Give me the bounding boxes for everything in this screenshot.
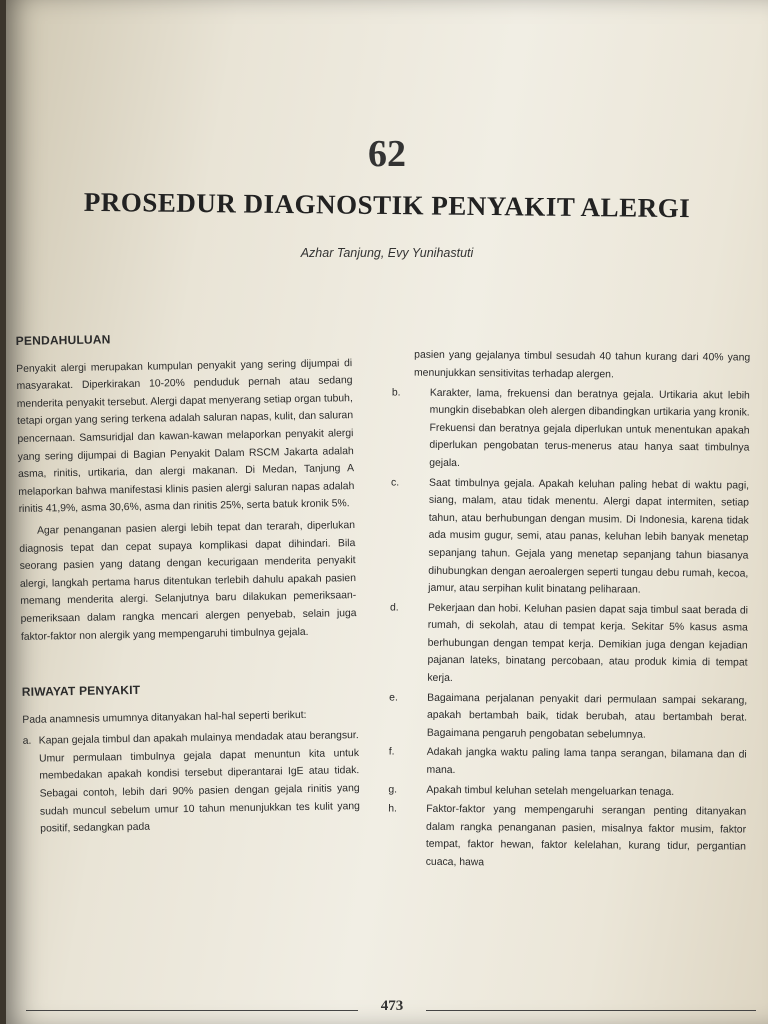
list-item-text: Saat timbulnya gejala. Apakah keluhan paling hebat di waktu pagi, siang, malam, atau tidak menentu. Alergi dapat intermiten, setiap tahun, atau berhubungan dengan musim. Di Indonesia, karena tidak ada musim gugur, semi, atau panas, keluhan lebih banyak menetap sepanjang tahun. Gejala yang menetap sepanjang tahun biasanya dihubungkan dengan aeroalergen seperti tungau debu rumah, kecoa, jamur, atau serpihan kulit binatang peliharaan. bbox=[428, 477, 750, 596]
list-item bbox=[23, 727, 361, 838]
history-list-continued bbox=[386, 384, 750, 874]
list-item-text: Kapan gejala timbul dan apakah mulainya mendadak atau berangsur. Umur permulaan timbulnya gejala dapat menuntun kita untuk membedakan apakah kondisi tersebut diperantarai IgE atau tidak. Sebagai contoh, lebih dari 90% pasien dengan gejala rinitis yang sudah muncul sebelum umur 10 tahun menunjukkan tes kulit yang positif, sedangkan pada bbox=[38, 730, 361, 835]
history-list bbox=[23, 727, 361, 838]
list-marker: h. bbox=[388, 803, 397, 815]
list-item bbox=[386, 801, 747, 875]
list-item-text: Adakah jangka waktu paling lama tanpa serangan, bilamana dan di mana. bbox=[426, 747, 747, 777]
list-marker: c. bbox=[391, 476, 400, 489]
footer-rule bbox=[426, 1010, 756, 1011]
page-footer bbox=[26, 998, 756, 1020]
list-marker: b. bbox=[391, 387, 401, 399]
page-number: 473 bbox=[380, 998, 404, 1014]
list-marker: e. bbox=[389, 692, 398, 704]
list-item-text: Karakter, lama, frekuensi dan beratnya gejala. Urtikaria akut lebih mungkin disebabkan oleh alergen dibandingkan urtikaria yang kronik. Frekuensi dan beratnya gejala diperlukan untuk menentukan apakah diperlukan pengobatan terus-menerus atau hanya saat timbulnya gejala. bbox=[429, 387, 750, 470]
right-column bbox=[386, 336, 751, 876]
list-marker: f. bbox=[388, 746, 395, 758]
list-marker: d. bbox=[389, 602, 399, 614]
section-heading-intro: PENDAHULUAN bbox=[15, 332, 111, 348]
list-item bbox=[389, 384, 750, 475]
left-column bbox=[16, 327, 361, 841]
list-item bbox=[387, 599, 748, 690]
intro-paragraph: Penyakit alergi merupakan kumpulan penyakit yang sering dijumpai di masyarakat. Diperkirakan 10-20% penduduk pernah atau sedang menderita penyakit tersebut. Alergi dapat menyerang setiap organ tubuh, tetapi organ yang sering terkena adalah saluran napas, kulit, dan saluran pencernaan. Samsuridjal dan kawan-kawan melaporkan penyakit alergi yang sering dijumpai di Bagian Penyakit Dalam RSCM Jakarta adalah asma, rinitis, urtikaria, dan alergi makanan. Di Medan, Tanjung A melaporkan bahwa manifestasi klinis pasien alergi saluran napas adalah rinitis 41,9%, asma 30,6%, asma dan rinitis 25%, serta batuk kronik 5%. bbox=[16, 357, 355, 516]
history-lead: Pada anamnesis umumnya ditanyakan hal-hal seperti berikut: bbox=[22, 709, 307, 726]
list-marker: g. bbox=[388, 784, 398, 796]
list-item bbox=[386, 744, 746, 782]
list-marker: a. bbox=[22, 736, 32, 748]
list-item-text: Pekerjaan dan hobi. Keluhan pasien dapat saja timbul saat berada di rumah, di sekolah, atau di tempat kerja. Sekitar 5% kasus asma berhubungan dengan tempat kerja. Demikian juga dengan kejadian pajanan lateks, binatang percobaan, atau produk kimia di tempat kerja. bbox=[427, 602, 749, 685]
list-item-continuation: pasien yang gejalanya timbul sesudah 40 tahun kurang dari 40% yang menunjukkan sensitivitas terhadap alergen. bbox=[413, 350, 751, 381]
book-page bbox=[6, 0, 768, 1024]
chapter-title: PROSEDUR DIAGNOSTIK PENYAKIT ALERGI bbox=[83, 186, 691, 224]
list-item bbox=[388, 474, 749, 600]
footer-rule bbox=[26, 1010, 358, 1011]
intro-paragraph: Agar penanganan pasien alergi lebih tepat dan terarah, diperlukan diagnosis tepat dan cepat supaya komplikasi dapat dihindari. Bila seorang pasien yang datang dengan kecurigaan menderita penyakit alergi, langkah pertama harus ditentukan terlebih dahulu apakah pasien memang menderita alergi. Selanjutnya baru dilakukan pemeriksaan-pemeriksaan dalam rangka mencari alergen penyebab, selain juga faktor-faktor non alergik yang mempengaruhi timbulnya gejala. bbox=[19, 520, 357, 643]
list-item bbox=[387, 689, 747, 745]
list-item-text: Faktor-faktor yang mempengaruhi serangan penting ditanyakan dalam rangka penanganan pasien, misalnya faktor musim, faktor tempat, faktor hewan, faktor kelelahan, kurang tidur, pergantian cuaca, hawa bbox=[425, 804, 747, 869]
chapter-number: 62 bbox=[368, 133, 406, 175]
chapter-authors: Azhar Tanjung, Evy Yunihastuti bbox=[300, 246, 474, 260]
list-item-text: Bagaimana perjalanan penyakit dari permulaan sampai sekarang, apakah bertambah baik, tidak berubah, atau bertambah berat. Bagaimana pengaruh pengobatan sebelumnya. bbox=[426, 692, 748, 741]
section-heading-history: RIWAYAT PENYAKIT bbox=[21, 682, 141, 700]
list-item-text: Apakah timbul keluhan setelah mengeluarkan tenaga. bbox=[426, 784, 675, 798]
list-item bbox=[386, 781, 746, 802]
